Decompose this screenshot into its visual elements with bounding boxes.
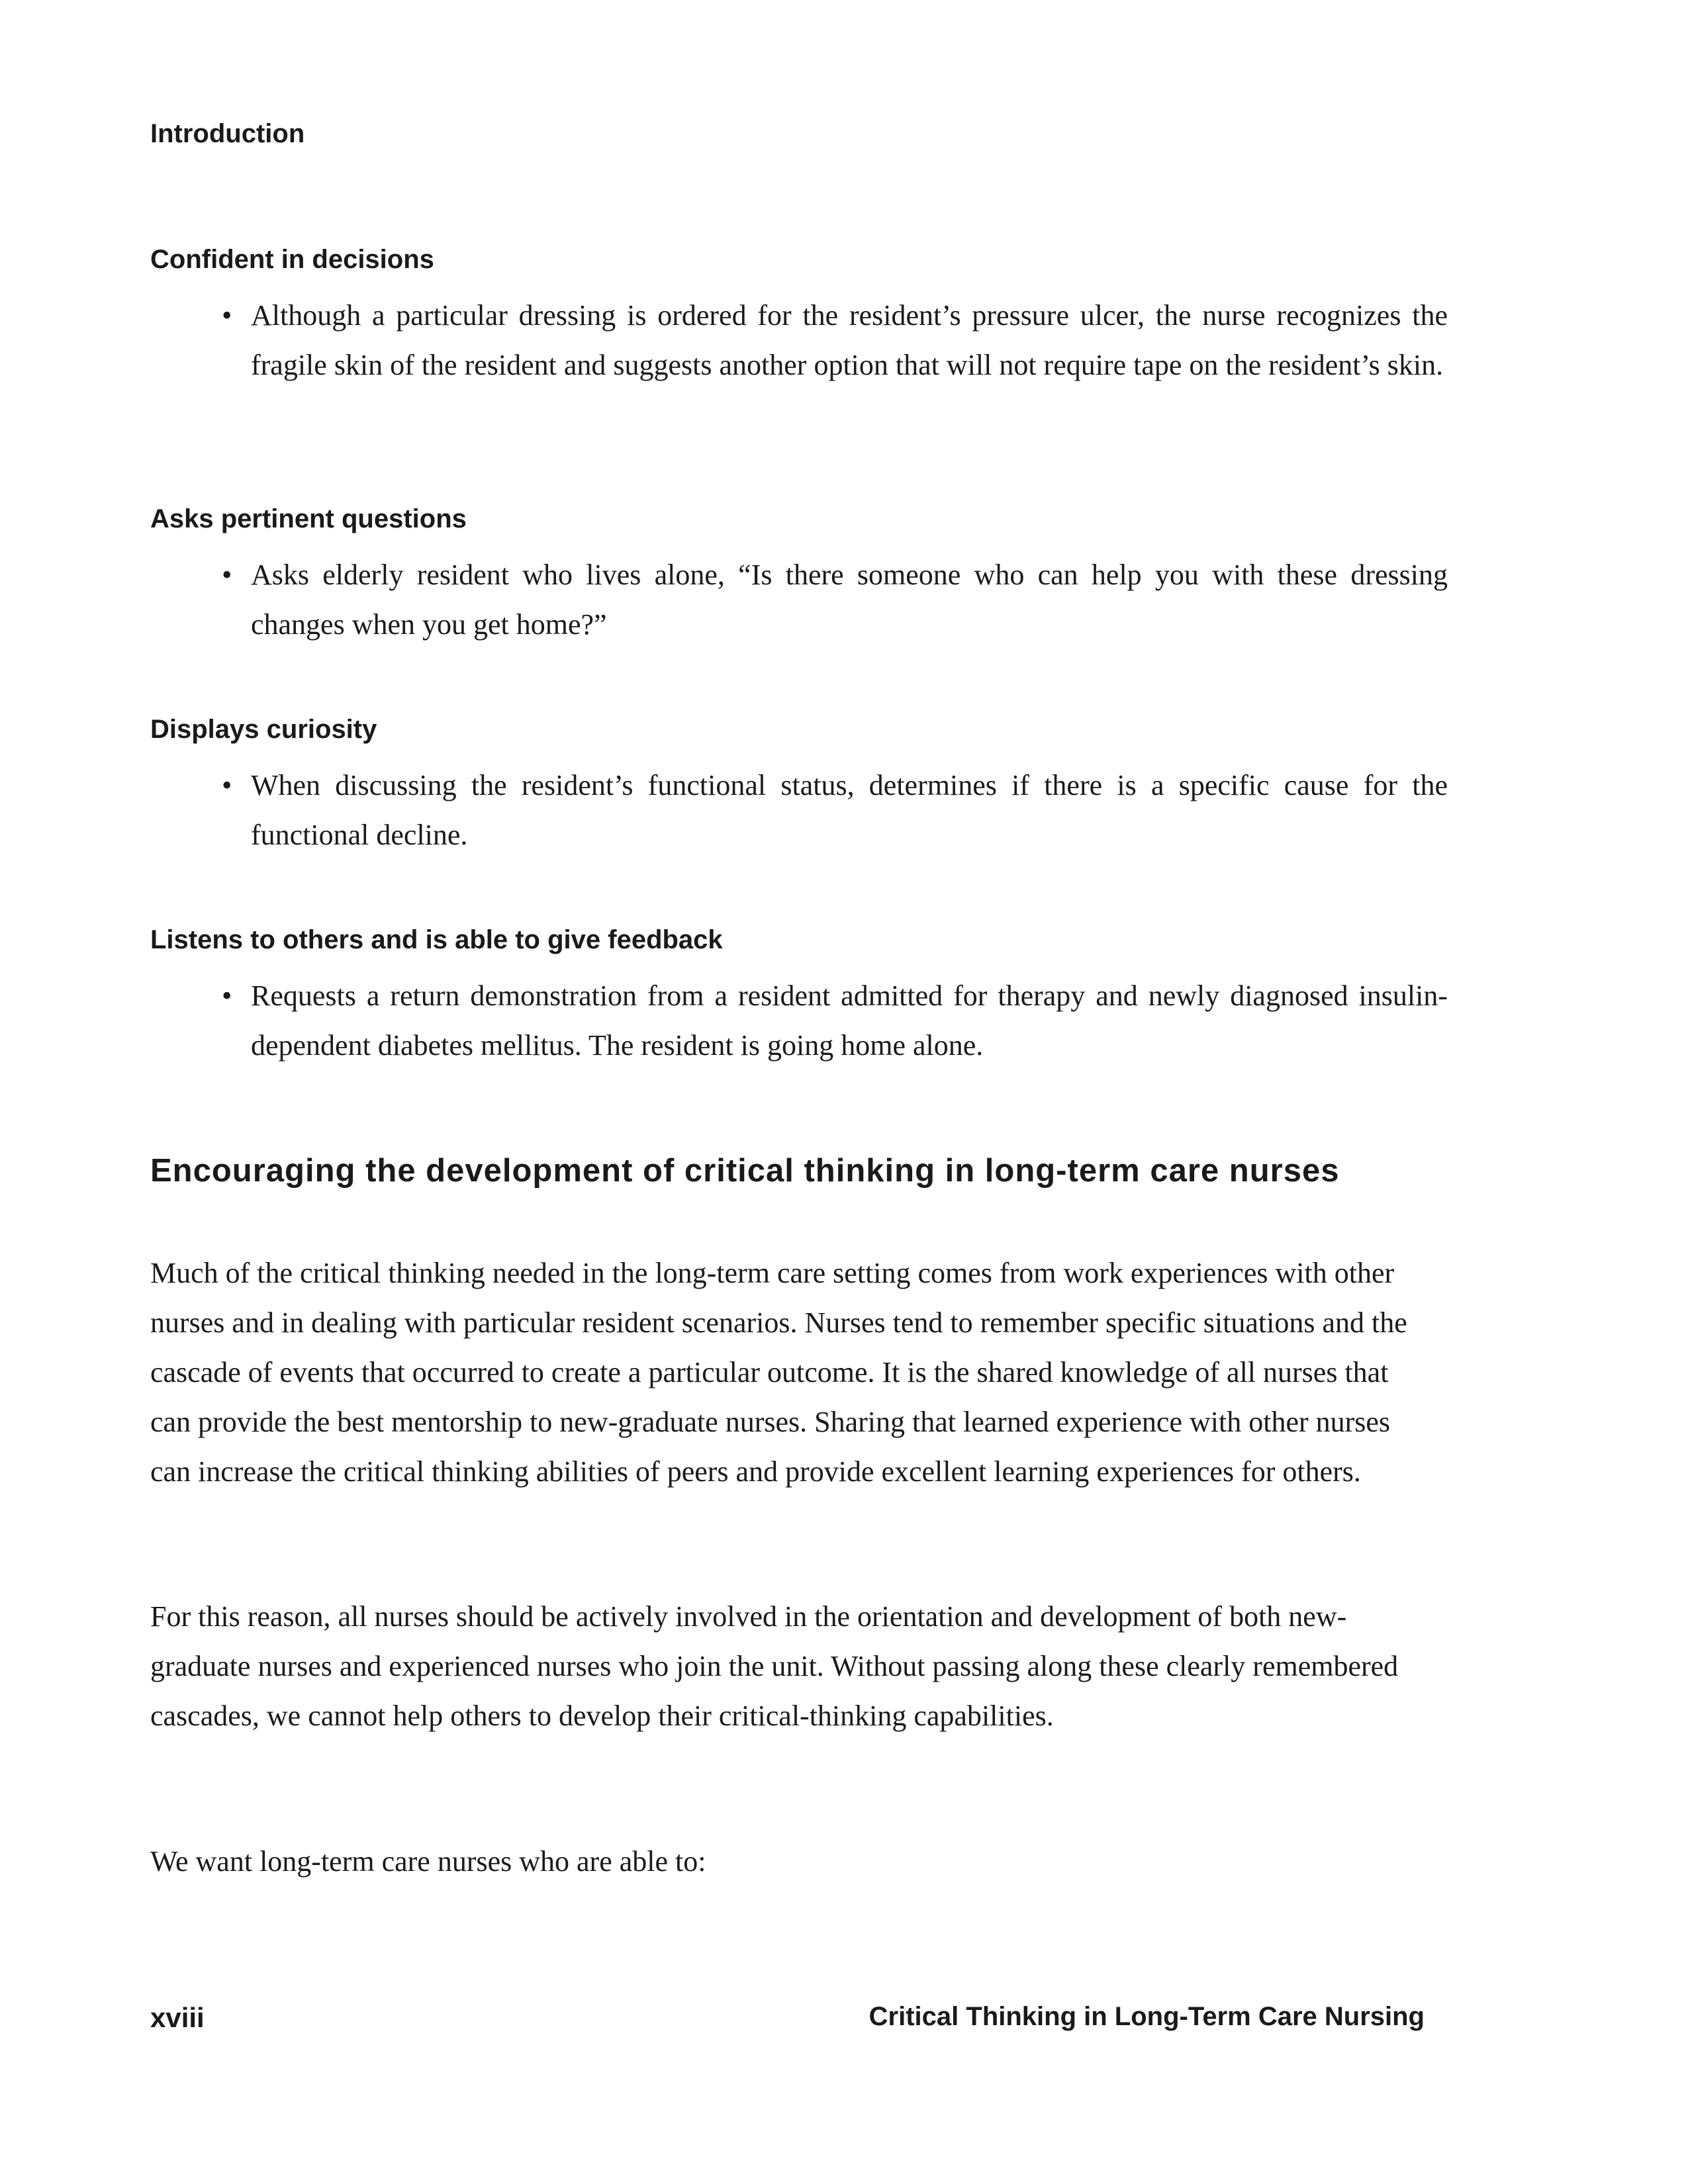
trait-curiosity [150,713,1448,860]
trait-example: • Asks elderly resident who lives alone, “Is there someone who can help you with these dressing changes when you get home?” [150,550,1448,649]
trait-heading: Listens to others and is able to give feedback [150,925,723,954]
body-paragraph: Much of the critical thinking needed in the long-term care setting comes from work experiences with other nurses and in dealing with particular resident scenarios. Nurses tend to remember specific situations and the cascade of events that occurred to create a particular outcome. It is the shared knowledge of all nurses that can provide the best mentorship to new-graduate nurses. Sharing that learned experience with other nurses can increase the critical thinking abilities of peers and provide excellent learning experiences for others. [150,1257,1407,1488]
trait-heading: Displays curiosity [150,715,377,744]
section-heading: Encouraging the development of critical thinking in long-term care nurses [150,1153,1340,1189]
trait-heading: Confident in decisions [150,245,434,274]
trait-example: • When discussing the resident’s functional status, determines if there is a specific cause for the functional decline. [150,760,1448,860]
running-head: Introduction [150,119,305,148]
trait-example: • Although a particular dressing is ordered for the resident’s pressure ulcer, the nurse recognizes the fragile skin of the resident and suggests another option that will not require tape on the resident’s skin. [150,291,1448,390]
trait-heading: Asks pertinent questions [150,504,467,533]
body-paragraph: We want long-term care nurses who are able to: [150,1845,706,1878]
book-title: Critical Thinking in Long-Term Care Nursing [868,2002,1425,2031]
trait-listens [150,923,1448,1070]
page-number: xviii [150,2002,205,2033]
body-paragraph: For this reason, all nurses should be actively involved in the orientation and development of both new-graduate nurses and experienced nurses who join the unit. Without passing along these clearly remembered cascades, we cannot help others to develop their critical-thinking capabilities. [150,1600,1399,1732]
trait-asks-questions [150,502,1448,649]
trait-confident [150,243,1448,390]
trait-example: • Requests a return demonstration from a resident admitted for therapy and newly diagnosed insulin-dependent diabetes mellitus. The resident is going home alone. [150,971,1448,1070]
